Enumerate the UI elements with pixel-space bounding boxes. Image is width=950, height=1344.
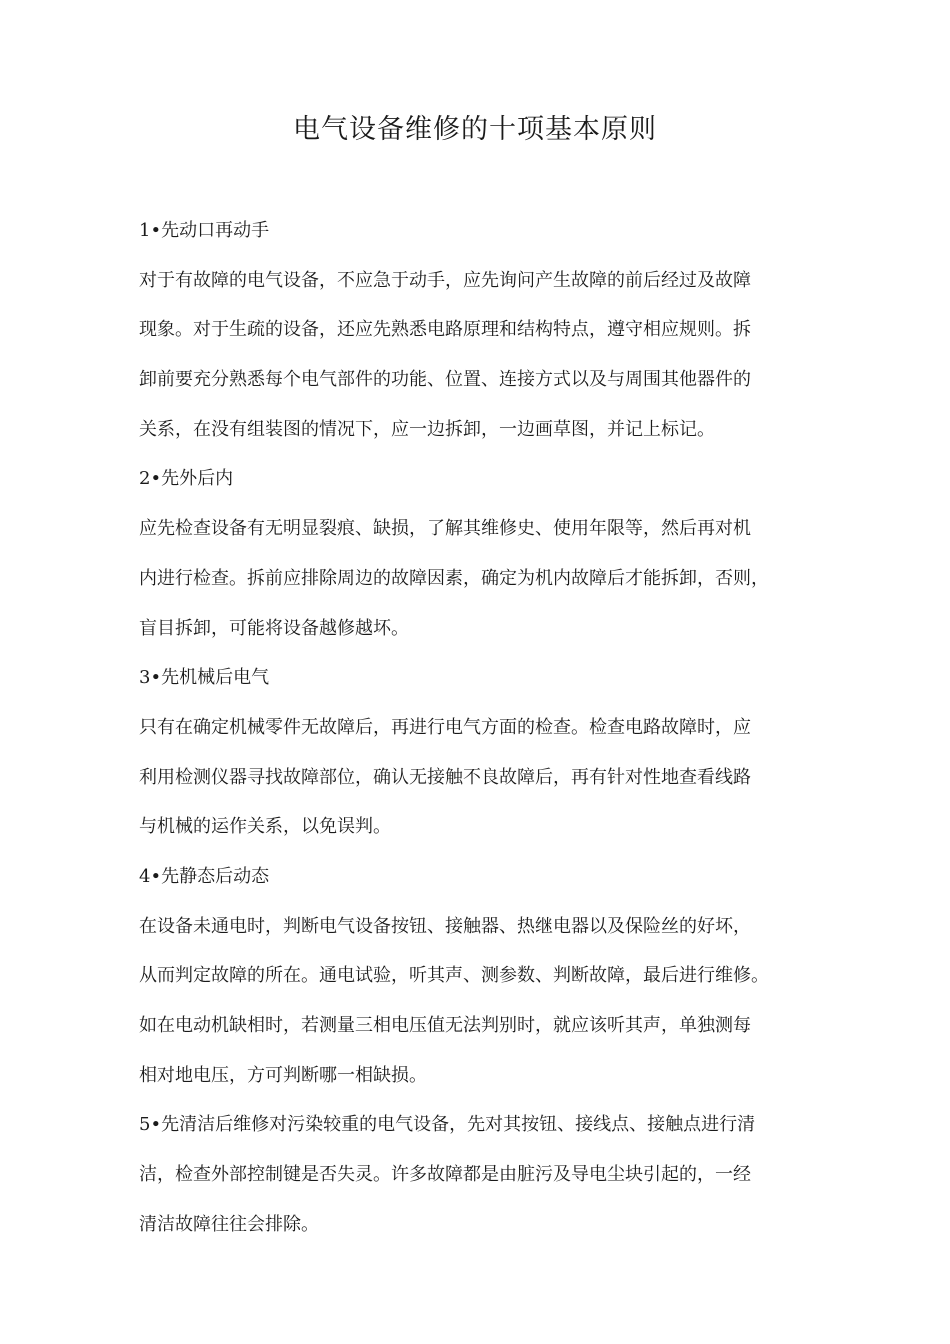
- heading-3: 3•先机械后电气: [139, 667, 270, 689]
- body-line: 与机械的运作关系，以免误判。: [139, 816, 391, 838]
- body-line: 利用检测仪器寻找故障部位，确认无接触不良故障后，再有针对性地查看线路: [139, 766, 751, 788]
- body-line: 现象。对于生疏的设备，还应先熟悉电路原理和结构特点，遵守相应规则。拆: [139, 319, 751, 341]
- heading-5: 5•先清洁后维修对污染较重的电气设备，先对其按钮、接线点、接触点进行清: [139, 1114, 756, 1136]
- body-line: 只有在确定机械零件无故障后，再进行电气方面的检查。检查电路故障时，应: [139, 716, 751, 738]
- heading-2: 2•先外后内: [139, 468, 234, 490]
- body-line: 应先检查设备有无明显裂痕、缺损，了解其维修史、使用年限等，然后再对机: [139, 518, 751, 540]
- body-line: 盲目拆卸，可能将设备越修越坏。: [139, 617, 409, 639]
- body-line: 卸前要充分熟悉每个电气部件的功能、位置、连接方式以及与周围其他器件的: [139, 369, 751, 391]
- body-line: 相对地电压，方可判断哪一相缺损。: [139, 1064, 427, 1086]
- heading-4: 4•先静态后动态: [139, 865, 270, 887]
- body-line: 在设备未通电时，判断电气设备按钮、接触器、热继电器以及保险丝的好坏，: [139, 915, 751, 937]
- document-body: [139, 214, 811, 1257]
- body-line: 内进行检查。拆前应排除周边的故障因素，确定为机内故障后才能拆卸，否则，: [139, 567, 769, 589]
- body-line: 洁，检查外部控制键是否失灵。许多故障都是由脏污及导电尘块引起的，一经: [139, 1164, 751, 1186]
- body-line: 如在电动机缺相时，若测量三相电压值无法判别时，就应该听其声，单独测每: [139, 1015, 751, 1036]
- body-line: 对于有故障的电气设备，不应急于动手，应先询问产生故障的前后经过及故障: [139, 269, 751, 291]
- body-line: 关系，在没有组装图的情况下，应一边拆卸，一边画草图，并记上标记。: [139, 418, 715, 440]
- body-line: 清洁故障往往会排除。: [139, 1213, 319, 1235]
- body-line: 从而判定故障的所在。通电试验，听其声、测参数、判断故障，最后进行维修。: [139, 965, 769, 987]
- heading-1: 1•先动口再动手: [139, 220, 270, 241]
- page-title: 电气设备维修的十项基本原则: [293, 114, 657, 145]
